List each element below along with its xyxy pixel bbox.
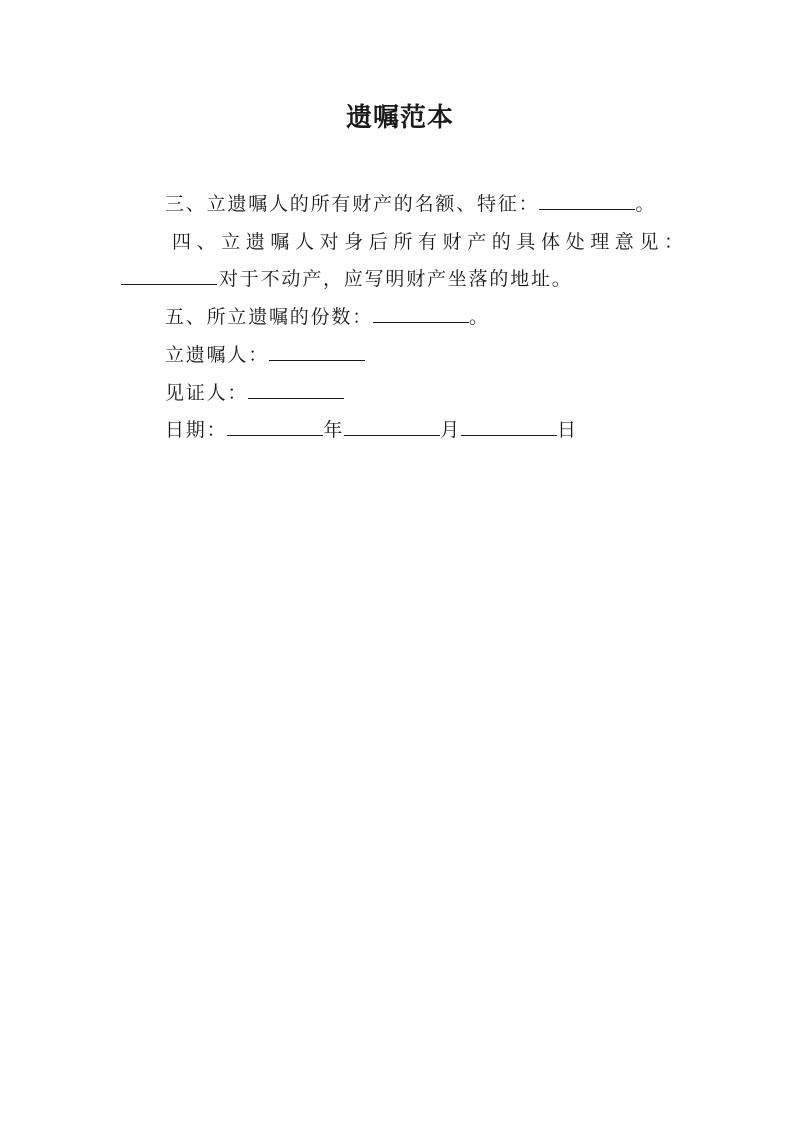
month-label: 月	[440, 419, 462, 441]
witness-line	[165, 379, 344, 407]
day-label: 日	[557, 419, 578, 441]
year-label: 年	[323, 419, 345, 441]
month-blank[interactable]	[344, 417, 440, 436]
date-line	[165, 416, 578, 444]
disposal-opinion-line	[172, 228, 689, 256]
property-description-line	[165, 190, 656, 218]
real-estate-line	[121, 265, 573, 293]
document-title: 遗嘱范本	[345, 103, 454, 133]
witness-label: 见证人：	[165, 382, 249, 404]
copies-period: 。	[469, 306, 490, 328]
testator-blank[interactable]	[269, 342, 365, 361]
property-description-label: 三、立遗嘱人的所有财产的名额、特征：	[165, 193, 540, 215]
disposal-opinion-label: 四、立遗嘱人对身后所有财产的具体处理意见：	[172, 231, 689, 253]
copies-line	[165, 303, 490, 331]
year-blank[interactable]	[227, 417, 323, 436]
testator-line	[165, 341, 365, 369]
real-estate-note: 对于不动产，应写明财产坐落的地址。	[219, 268, 573, 290]
disposal-opinion-blank[interactable]	[121, 266, 217, 285]
witness-blank[interactable]	[248, 380, 344, 399]
copies-blank[interactable]	[373, 304, 469, 323]
testator-label: 立遗嘱人：	[165, 344, 270, 366]
property-description-blank[interactable]	[539, 191, 635, 210]
property-description-period: 。	[635, 193, 657, 215]
copies-label: 五、所立遗嘱的份数：	[165, 306, 374, 328]
date-label: 日期：	[165, 419, 228, 441]
day-blank[interactable]	[461, 417, 557, 436]
